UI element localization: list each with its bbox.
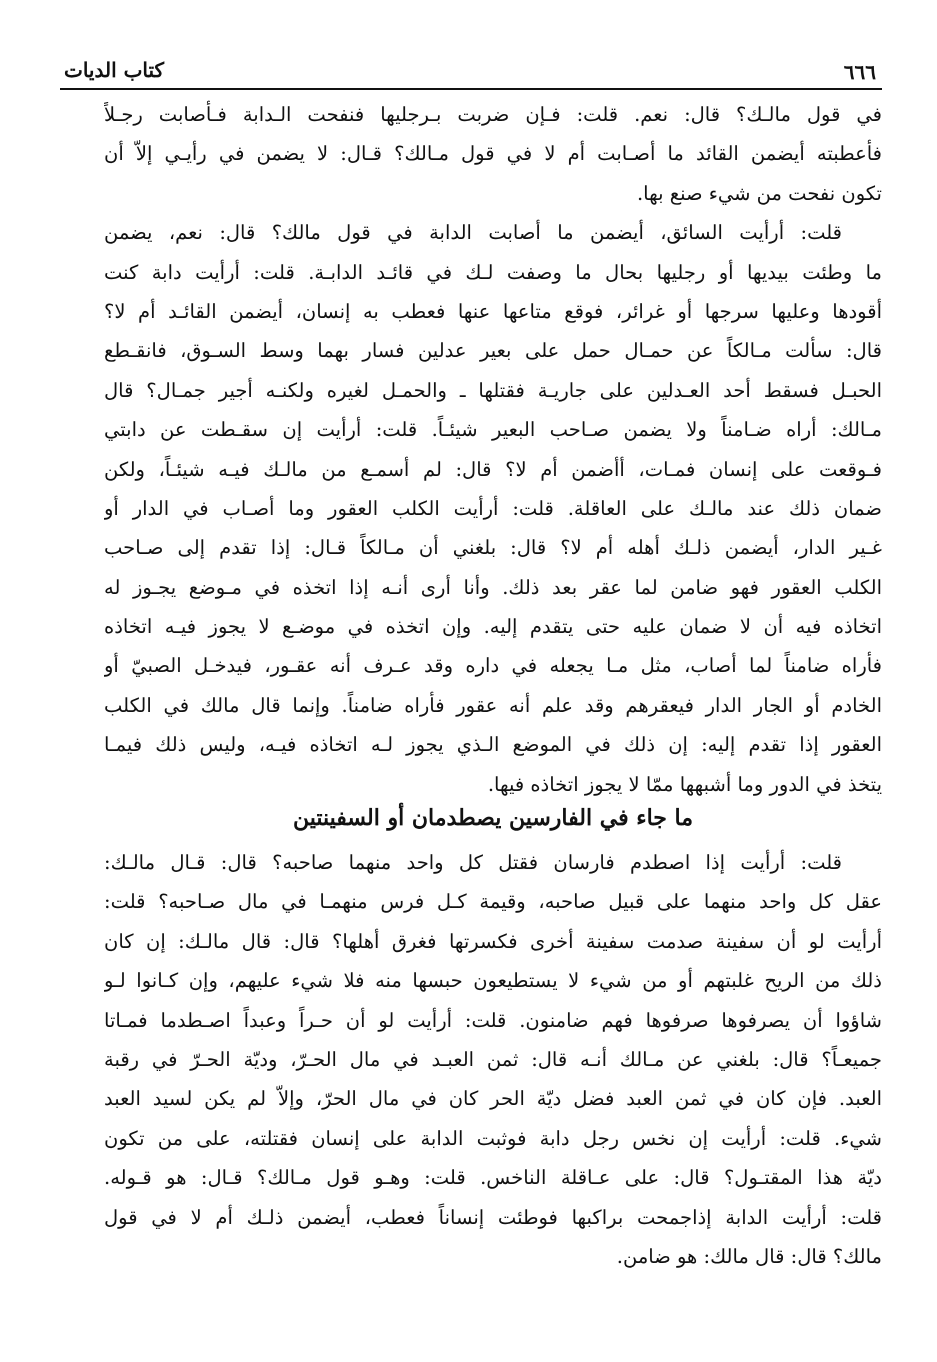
text-block-2 bbox=[104, 843, 882, 1276]
text-line: قلت: أرأيت الدابة إذاجمحت براكبها فوطئت إنساناً فعطب، أيضمن ذلـك أم لا في قول bbox=[104, 1205, 882, 1229]
running-header bbox=[62, 58, 880, 88]
text-line: فـوقعت على إنسان فمـات، أأضمن أم لا؟ قال: لم أسمـع من مالـك فيـه شيئـاً، ولكن bbox=[104, 457, 882, 481]
text-line: شاؤوا أن يصرفوها صرفوها فهم ضامنون. قلت: أرأيت لو أن حـراً وعبداً اصـطدما فمـاتا bbox=[104, 1008, 882, 1032]
book-title: كتاب الديات bbox=[64, 58, 165, 82]
text-line: فأعطبته أيضمن القائد ما أصـابت أم لا في قول مـالك؟ قـال: لا يضمن في رأيـي إلاّ أن bbox=[104, 142, 882, 166]
text-line: أرأيت لو أن سفينة صدمت سفينة أخرى فكسرتها فغرق أهلها؟ قال: قال مالـك: إن كان bbox=[104, 929, 882, 953]
text-line: ضمان ذلك عند مالـك على العاقلة. قلت: أرأيت الكلب العقور وما أصـاب في الدار أو bbox=[104, 496, 882, 520]
section-heading: ما جاء في الفارسين يصطدمان أو السفينتين bbox=[292, 805, 694, 831]
text-line: شيء. قلت: أرأيت إن نخس رجل دابة فوثبت الدابة على إنسان فقتلته، على من تكون bbox=[104, 1126, 882, 1150]
text-line: قلت: أرأيت السائق، أيضمن ما أصابت الدابة في قول مالك؟ قال: نعم، يضمن bbox=[104, 221, 842, 245]
text-line: غـير الدار، أيضمن ذلـك أهله أم لا؟ قال: بلغني أن مـالكاً قـال: إذا تقدم إلى صـاحب bbox=[104, 536, 882, 560]
text-line: الكلب العقور فهو ضامن لما عقر بعد ذلك. وأنا أرى أنـه إذا اتخذه في مـوضع يجـوز له bbox=[104, 575, 882, 599]
text-line: ديّة هذا المقتـول؟ قال: على عـاقلة الناخس. قلت: وهـو قول مـالك؟ قـال: هو قـوله. bbox=[104, 1166, 882, 1190]
text-line: قال: سألت مـالكاً عن حمـال حمل على بعير عدلين فسار بهما وسط السـوق، فانقـطع bbox=[104, 339, 882, 363]
text-line: أقودها وعليها سرجها أو غرائر، فوقع متاعها عنها فعطب به إنسان، أيضمن القائـد أم لا؟ bbox=[104, 299, 882, 323]
text-line: ما وطئت بيديها أو رجليها بحال ما وصفت لـك في قائـد الدابـة. قلت: أرأيت دابة كنت bbox=[104, 260, 882, 284]
header-rule bbox=[60, 88, 882, 90]
text-line: الخادم أو الجار الدار فيعقرهم وقد علم أنه عقور فأراه ضامناً. وإنما قال مالك في الكلب bbox=[104, 693, 882, 717]
page-number: ٦٦٦ bbox=[843, 60, 876, 84]
text-line: في قول مالـك؟ قال: نعم. قلت: فـإن ضربت بـرجليها فنفحت الـدابة فـأصابت رجـلاً bbox=[104, 103, 882, 126]
text-line: ذلك من الريح غلبتهم أو من شيء لا يستطيعون حبسها منه فلا شيء عليهم، وإن كـانوا لـو bbox=[104, 969, 882, 993]
text-line: جميعـاً؟ قال: بلغني عن مـالك أنـه قال: ثمن العبـد في مال الحـرّ، وديّة الحـرّ في رقبة bbox=[104, 1047, 882, 1071]
text-line: الحبـل فسقط أحد العـدلين على جاريـة فقتلها ـ والحمـل لغيره ولكنـه أجير جمـال؟ قال bbox=[104, 378, 882, 402]
text-line: العبد. فإن كان في ثمن العبد فضل ديّة الحر كان في مال الحرّ، وإلاّ لم يكن لسيد العبد bbox=[104, 1087, 882, 1111]
text-line: قلت: أرأيت إذا اصطدم فارسان فقتل كل واحد منهما صاحبه؟ قال: قـال مالـك: bbox=[104, 851, 842, 874]
text-line: مالك؟ قال: قال مالك: هو ضامن. bbox=[616, 1244, 882, 1268]
text-line: مـالك: أراه ضـامناً ولا يضمن صـاحب البعير شيئـاً. قلت: أرأيت إن سقـطت عن دابتي bbox=[104, 418, 882, 442]
text-line: عقل كل واحد منهما على قبيل صاحبه، وقيمة كـل فرس منهمـا في مال صـاحبه؟ قلت: bbox=[104, 890, 882, 914]
text-line: اتخاذه فيه أن لا ضمان عليه حتى يتقدم إليه. وإن اتخذه في موضـع لا يجوز فيـه اتخاذه bbox=[104, 615, 882, 639]
text-line: يتخذ في الدور وما أشبهها ممّا لا يجوز اتخاذه فيها. bbox=[487, 772, 882, 796]
text-line: تكون نفحت من شيء صنع بها. bbox=[636, 181, 882, 205]
text-block-1 bbox=[104, 95, 882, 804]
text-line: فأراه ضامناً لما أصاب، مثل مـا يجعله في داره وقد عـرف أنه عقـور، فيدخـل الصبيّ أو bbox=[104, 654, 882, 678]
text-line: العقور إذا تقدم إليه: إن ذلك في الموضع الـذي يجوز لـه اتخاذه فيـه، وليس ذلك فيمـا bbox=[104, 733, 882, 757]
